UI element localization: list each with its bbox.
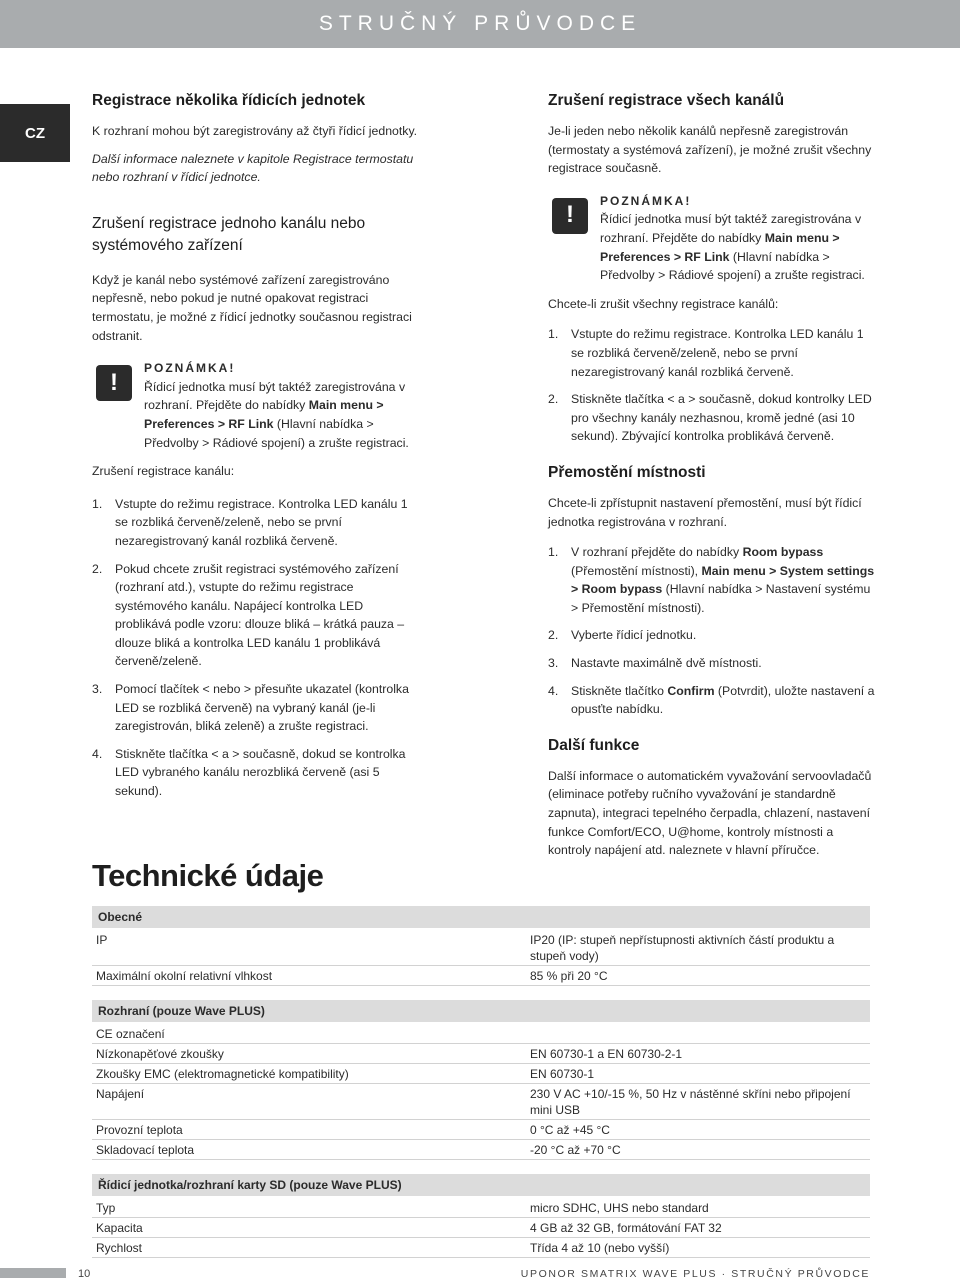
table-value: Třída 4 až 10 (nebo vyšší) — [530, 1241, 670, 1255]
list-item — [92, 495, 422, 551]
step-number: 2. — [92, 561, 103, 576]
right-column — [548, 90, 878, 869]
note-menu-path: Main menu > Preferences > RF Link — [144, 398, 384, 431]
table-label: Provozní teplota — [96, 1123, 183, 1137]
table-label: Kapacita — [96, 1221, 143, 1235]
step-number: 2. — [548, 392, 559, 407]
tech-table — [92, 906, 870, 1258]
note-text — [600, 210, 878, 284]
table-value: EN 60730-1 a EN 60730-2-1 — [530, 1047, 683, 1061]
table-label: Nízkonapěťové zkoušky — [96, 1047, 224, 1061]
table-label: Zkoušky EMC (elektromagnetické kompatibility) — [96, 1067, 349, 1081]
left-column — [92, 90, 422, 810]
step-text: V rozhraní přejděte do nabídky — [571, 545, 743, 560]
paragraph: Když je kanál nebo systémové zařízení zaregistrováno nepřesně, nebo pokud je nutné opakovat registraci termostatu, je možné z řídicí jednotky současnou registraci odstranit. — [92, 272, 412, 343]
table-value: IP20 (IP: stupeň nepřístupnosti aktivních částí produktu a stupeň vody) — [530, 933, 835, 963]
paragraph: Chcete-li zpřístupnit nastavení přemostění, musí být řídicí jednotka registrována v rozhraní. — [548, 495, 862, 529]
table-value — [530, 1026, 870, 1042]
footer-title: UPONOR SMATRIX WAVE PLUS · STRUČNÝ PRŮVODCE — [520, 1268, 870, 1280]
step-text: Vstupte do režimu registrace. Kontrolka LED kanálu 1 se rozbliká červeně/zeleně, nebo se první nezaregistrovaný kanál rozbliká červeně. — [571, 327, 864, 379]
list-item — [92, 560, 422, 672]
section-title-unregister-one: Zrušení registrace jednoho kanálu nebo systémového zařízení — [92, 214, 366, 254]
exclamation-icon: ! — [96, 365, 132, 401]
step-number: 3. — [92, 682, 103, 697]
table-value: 0 °C až +45 °C — [530, 1123, 610, 1137]
table-row — [92, 1064, 870, 1084]
language-tab: CZ — [0, 104, 70, 162]
step-number: 1. — [548, 545, 559, 560]
steps-list — [92, 495, 422, 801]
step-text: Vyberte řídicí jednotku. — [571, 628, 697, 643]
step-text: Pomocí tlačítek < nebo > přesuňte ukazatel (kontrolka LED se rozbliká červeně) na vybraný kanál (je-li zaregistrován, bliká zeleně) a zrušte registraci. — [115, 682, 409, 734]
table-row — [92, 1218, 870, 1238]
table-value: 230 V AC +10/-15 %, 50 Hz v nástěnné skříni nebo připojení mini USB — [530, 1087, 851, 1117]
step-text: (Potvrdit), uložte nastavení a opusťte nabídku. — [571, 683, 875, 717]
table-row — [92, 1140, 870, 1160]
table-row — [92, 930, 870, 966]
steps-list — [548, 325, 878, 446]
paragraph-italic: Další informace naleznete v kapitole Registrace termostatu nebo rozhraní v řídicí jednotce. — [92, 151, 414, 185]
note-text-part: (Hlavní nabídka > Předvolby > Rádiové spojení) a zrušte registraci. — [144, 416, 409, 450]
table-label: Skladovací teplota — [96, 1143, 195, 1157]
list-item — [92, 745, 422, 801]
paragraph: Je-li jeden nebo několik kanálů nepřesně zaregistrován (termostaty a systémová zařízení), je možné zrušit všechny registrace současně. — [548, 124, 872, 176]
step-text: Pokud chcete zrušit registraci systémového zařízení (rozhraní atd.), vstupte do režimu registrace systémového kanálu. Napájecí kontrolka LED problikává podle vzoru: dlouze bliká – krátká pauza – dlouze bliká a kontrolka LED kanálu 1 problikává červeně/zeleně. — [115, 561, 405, 669]
section-title-unregister-all: Zrušení registrace všech kanálů — [548, 92, 785, 109]
table-label: Maximální okolní relativní vlhkost — [96, 969, 273, 983]
step-text: (Hlavní nabídka > Nastavení systému > Přemostění místnosti). — [571, 582, 871, 615]
table-label: Napájení — [96, 1087, 145, 1101]
step-number: 4. — [92, 746, 103, 761]
page-number: 10 — [78, 1268, 91, 1280]
table-label: Typ — [96, 1201, 116, 1215]
step-number: 1. — [92, 496, 103, 511]
subsection-title: Chcete-li zrušit všechny registrace kanálů: — [548, 296, 779, 311]
step-bold: Confirm — [667, 683, 715, 698]
step-number: 4. — [548, 683, 559, 698]
note-menu-path: Main menu > Preferences > RF Link — [600, 230, 840, 264]
note-box — [92, 359, 422, 452]
list-item — [92, 680, 422, 736]
paragraph: K rozhraní mohou být zaregistrovány až čtyři řídicí jednotky. — [92, 124, 418, 138]
subsection-title: Zrušení registrace kanálu: — [92, 464, 235, 479]
step-number: 3. — [548, 656, 559, 671]
table-row — [92, 1024, 870, 1044]
step-bold: Main menu > System settings > Room bypass — [571, 563, 875, 597]
table-value: 85 % při 20 °C — [530, 969, 608, 983]
table-value: micro SDHC, UHS nebo standard — [530, 1201, 709, 1215]
table-section-header: Řídicí jednotka/rozhraní karty SD (pouze Wave PLUS) — [92, 1174, 870, 1196]
table-value: EN 60730-1 — [530, 1067, 595, 1081]
paragraph: Další informace o automatickém vyvažování servoovladačů (eliminace potřeby ručního vyvažování je standardně zapnuta), integraci tepelného čerpadla, chlazení, nastavení funkce Comfort/ECO, U@home, kontroly místnosti a kontroly napájení atd. naleznete v hlavní příručce. — [548, 768, 872, 858]
step-number: 2. — [548, 628, 559, 643]
note-text-part: Řídicí jednotka musí být taktéž zaregistrována v rozhraní. Přejděte do nabídky — [144, 379, 406, 413]
list-item — [548, 325, 878, 381]
list-item — [548, 390, 878, 446]
tech-title: Technické údaje — [92, 858, 324, 893]
table-section-header: Rozhraní (pouze Wave PLUS) — [92, 1000, 870, 1022]
table-row — [92, 1044, 870, 1064]
step-text: Stiskněte tlačítka < a > současně, dokud se kontrolka LED vybraného kanálu nerozbliká červeně (asi 5 sekund). — [115, 746, 406, 799]
list-item — [548, 626, 878, 645]
table-label: CE označení — [96, 1027, 165, 1041]
step-number: 1. — [548, 327, 559, 342]
list-item — [548, 682, 878, 719]
header-title: STRUČNÝ PRŮVODCE — [318, 12, 642, 35]
note-box — [548, 192, 878, 285]
table-label: IP — [96, 933, 108, 947]
table-row — [92, 1084, 870, 1120]
footer-bar — [0, 1268, 66, 1278]
section-title-multiple-controllers: Registrace několika řídicích jednotek — [92, 92, 366, 109]
table-row — [92, 966, 870, 986]
note-text-part: Řídicí jednotka musí být taktéž zaregistrována v rozhraní. Přejděte do nabídky — [600, 212, 862, 245]
table-row — [92, 1198, 870, 1218]
table-row — [92, 1238, 870, 1258]
note-text — [144, 378, 422, 452]
step-text: (Přemostění místnosti), — [571, 563, 702, 578]
list-item — [548, 543, 878, 617]
step-bold: Room bypass — [742, 545, 824, 560]
page-header — [0, 0, 960, 48]
step-text: Vstupte do režimu registrace. Kontrolka LED kanálu 1 se rozbliká červeně/zeleně, nebo se první nezaregistrovaný kanál rozbliká červeně. — [115, 496, 408, 548]
table-row — [92, 1120, 870, 1140]
table-label: Rychlost — [96, 1241, 143, 1255]
section-title-other-functions: Další funkce — [548, 736, 640, 754]
section-title-room-bypass: Přemostění místnosti — [548, 463, 706, 481]
list-item — [548, 654, 878, 673]
note-text-part: (Hlavní nabídka > Předvolby > Rádiové spojení) a zrušte registraci. — [600, 249, 865, 283]
note-title: POZNÁMKA! — [600, 193, 692, 208]
step-text: Nastavte maximálně dvě místnosti. — [571, 656, 762, 671]
table-value: -20 °C až +70 °C — [530, 1143, 621, 1157]
step-text: Stiskněte tlačítka < a > současně, dokud kontrolky LED pro všechny kanály nezhasnou, kromě jedné (asi 10 sekund). Zbývající kontrolka problikává červeně. — [571, 392, 872, 444]
table-value: 4 GB až 32 GB, formátování FAT 32 — [530, 1221, 722, 1235]
bypass-steps-list — [548, 543, 878, 719]
step-text: Stiskněte tlačítko — [571, 683, 668, 698]
exclamation-icon: ! — [552, 198, 588, 234]
note-title: POZNÁMKA! — [144, 361, 236, 376]
table-section-header: Obecné — [92, 906, 870, 928]
